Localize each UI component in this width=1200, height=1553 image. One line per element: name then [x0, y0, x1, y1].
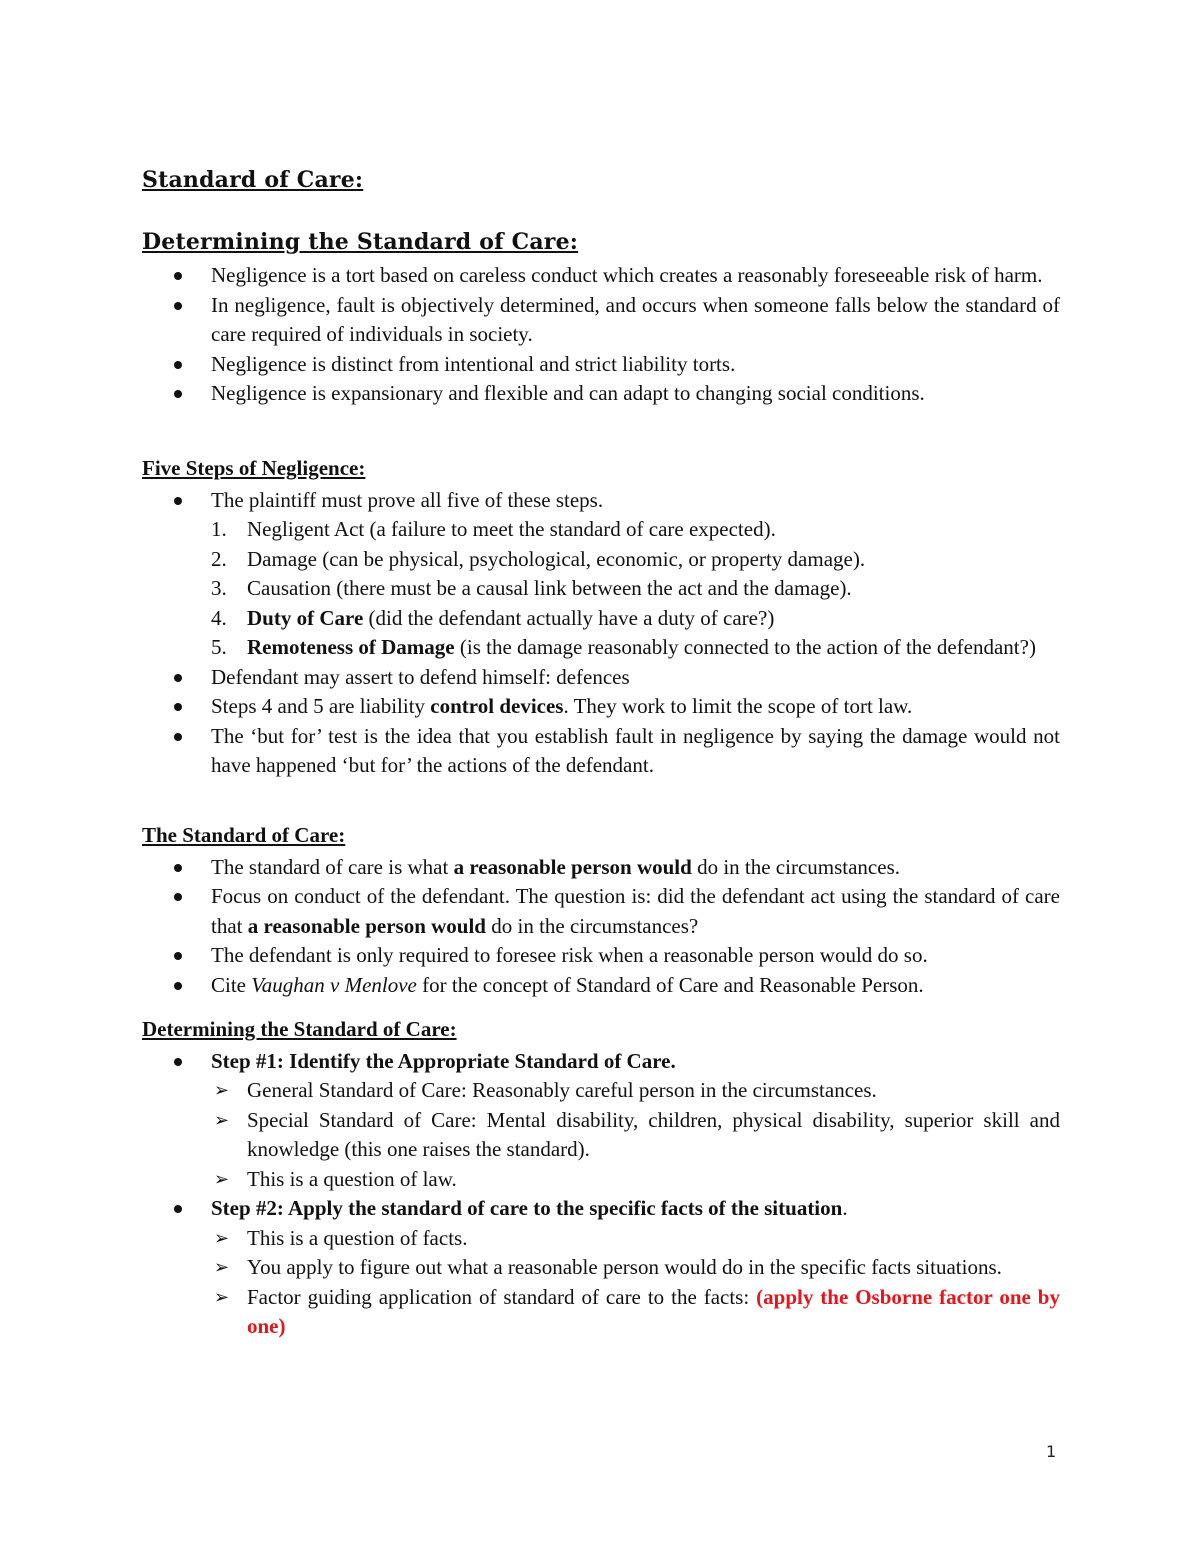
list-item: ➢ General Standard of Care: Reasonably careful person in the circumstances.	[142, 1076, 1060, 1106]
section-heading: Determining the Standard of Care:	[142, 1017, 457, 1041]
list-item: Step #1: Identify the Appropriate Standard of Care.	[142, 1047, 1060, 1077]
list-item: Steps 4 and 5 are liability control devices. They work to limit the scope of tort law.	[142, 692, 1060, 722]
intro-bullet-list	[142, 261, 1060, 409]
list-item: Focus on conduct of the defendant. The question is: did the defendant act using the standard of care that a reasonable person would do in the circumstances?	[142, 882, 1060, 941]
determining-section	[142, 1015, 1060, 1342]
bullet-icon	[174, 733, 182, 741]
bullet-icon	[174, 864, 182, 872]
determining-step1-list	[142, 1047, 1060, 1077]
arrowhead-right-icon: ➢	[214, 1257, 230, 1278]
determining-step2-list	[142, 1194, 1060, 1224]
list-item: Step #2: Apply the standard of care to the specific facts of the situation.	[142, 1194, 1060, 1224]
arrowhead-right-icon: ➢	[214, 1227, 230, 1249]
bullet-icon	[174, 1205, 182, 1213]
list-item: 4. Duty of Care (did the defendant actually have a duty of care?)	[211, 605, 775, 630]
list-item: Defendant may assert to defend himself: defences	[142, 663, 1060, 693]
list-item: 5. Remoteness of Damage (is the damage reasonably connected to the action of the defendant?)	[211, 635, 1036, 659]
arrowhead-right-icon: ➢	[214, 1080, 230, 1101]
bullet-icon	[174, 272, 182, 280]
list-item: The plaintiff must prove all five of these steps.	[142, 486, 1060, 516]
step2-arrow-list	[142, 1224, 1060, 1342]
list-item: ➢ This is a question of law.	[142, 1165, 1060, 1195]
list-item: ➢ Special Standard of Care: Mental disability, children, physical disability, superior skill and knowledge (this one raises the standard).	[214, 1107, 1060, 1161]
bullet-icon	[174, 982, 182, 990]
five-steps-notes-list	[142, 663, 1060, 781]
section-heading: Five Steps of Negligence:	[142, 456, 366, 480]
bullet-icon	[174, 893, 182, 901]
arrowhead-right-icon: ➢	[214, 1286, 230, 1308]
list-item: 1. Negligent Act (a failure to meet the standard of care expected).	[211, 517, 776, 541]
page-subtitle: Determining the Standard of Care:	[142, 229, 579, 255]
numbered-steps-list	[142, 515, 1060, 663]
list-item: In negligence, fault is objectively determined, and occurs when someone falls below the standard of care required of individuals in society.	[142, 291, 1060, 350]
osborne-factor-note: (apply the Osborne factor one by one)	[247, 1284, 1060, 1338]
bullet-icon	[174, 1058, 182, 1066]
arrowhead-right-icon: ➢	[214, 1168, 230, 1190]
five-steps-section	[142, 454, 1060, 781]
bullet-icon	[174, 497, 182, 505]
bullet-icon	[174, 390, 182, 398]
arrowhead-right-icon: ➢	[214, 1109, 230, 1131]
five-steps-bullet-list	[142, 486, 1060, 516]
list-item: The defendant is only required to foresee risk when a reasonable person would do so.	[142, 941, 1060, 971]
bullet-icon	[174, 952, 182, 960]
bullet-icon	[174, 361, 182, 369]
step1-arrow-list	[142, 1076, 1060, 1194]
bullet-icon	[174, 703, 182, 711]
list-item: Negligence is a tort based on careless conduct which creates a reasonably foreseeable risk of harm.	[142, 261, 1060, 291]
list-item: ➢ This is a question of facts.	[142, 1224, 1060, 1254]
list-item: ➢ You apply to figure out what a reasonable person would do in the specific facts situations.	[142, 1253, 1060, 1283]
bullet-icon	[174, 674, 182, 682]
bullet-icon	[174, 302, 182, 310]
list-item: Negligence is distinct from intentional and strict liability torts.	[142, 350, 1060, 380]
page-title: Standard of Care:	[142, 167, 364, 193]
list-item: Cite Vaughan v Menlove for the concept of Standard of Care and Reasonable Person.	[142, 971, 1060, 1001]
page-number: 1	[1046, 1442, 1057, 1461]
standard-bullet-list	[142, 853, 1060, 1001]
list-item: Negligence is expansionary and flexible and can adapt to changing social conditions.	[142, 379, 1060, 409]
standard-of-care-section	[142, 821, 1060, 1000]
section-heading: The Standard of Care:	[142, 823, 346, 847]
list-item: ➢ Factor guiding application of standard of care to the facts: (apply the Osborne factor one by one)	[214, 1284, 1060, 1338]
list-item: 3. Causation (there must be a causal link between the act and the damage).	[211, 576, 852, 600]
intro-section	[142, 261, 1060, 409]
list-item: 2. Damage (can be physical, psychological, economic, or property damage).	[211, 546, 866, 571]
list-item: The ‘but for’ test is the idea that you establish fault in negligence by saying the damage would not have happened ‘but for’ the actions of the defendant.	[142, 722, 1060, 781]
list-item: The standard of care is what a reasonable person would do in the circumstances.	[142, 853, 1060, 883]
